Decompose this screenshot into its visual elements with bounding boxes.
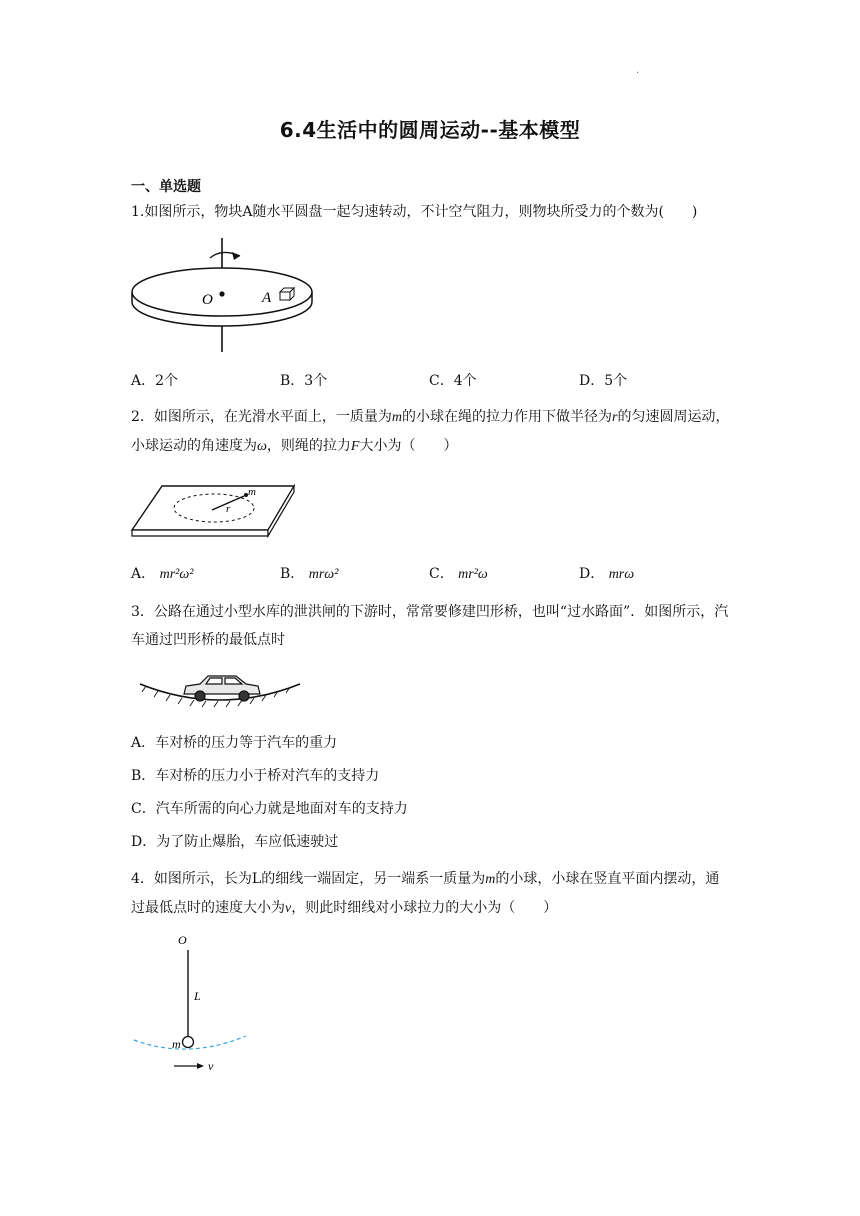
label-m: m	[172, 1037, 181, 1051]
option-c[interactable]: C．汽车所需的向心力就是地面对车的支持力	[131, 801, 408, 817]
option-a[interactable]: A． mr²ω²	[131, 566, 194, 582]
label-l: L	[194, 989, 201, 1003]
label-r: r	[226, 503, 231, 515]
plane-edge	[132, 530, 268, 536]
question-3-text: 3．公路在通过小型水库的泄洪闸的下游时，常常要修建凹形桥，也叫“过水路面”．如图所示，汽车通过凹形桥的最低点时	[131, 604, 729, 648]
option-d[interactable]: D．为了防止爆胎，车应低速驶过	[131, 834, 339, 850]
rotation-arrowhead	[232, 252, 240, 260]
question-1-figure	[128, 236, 318, 354]
center-point	[219, 291, 224, 296]
question-4-text: 4．如图所示，长为L的细线一端固定，另一端系一质量为m的小球，小球在竖直平面内摆动，通过最低点时的速度大小为v，则此时细线对小球拉力的大小为（ ）	[131, 871, 720, 916]
label-v: v	[208, 1059, 214, 1073]
plane-top	[132, 486, 294, 530]
question-2-figure	[130, 480, 296, 544]
question-2-options	[131, 563, 731, 585]
header-mark: ·	[636, 68, 640, 79]
block-a	[280, 288, 294, 300]
car	[184, 676, 260, 701]
option-d[interactable]: D．5个	[579, 373, 628, 389]
option-b[interactable]: B．3个	[280, 373, 328, 389]
option-c[interactable]: C． mr²ω	[429, 566, 488, 582]
option-b[interactable]: B．车对桥的压力小于桥对汽车的支持力	[131, 768, 380, 784]
label-a: A	[262, 290, 272, 306]
question-2-text: 2．如图所示，在光滑水平面上，一质量为m的小球在绳的拉力作用下做半径为r的匀速圆周运动，小球运动的角速度为ω，则绳的拉力F大小为（ ）	[131, 409, 730, 454]
option-a[interactable]: A．车对桥的压力等于汽车的重力	[131, 735, 338, 751]
ball	[183, 1037, 194, 1048]
option-c[interactable]: C．4个	[429, 373, 477, 389]
option-d[interactable]: D． mrω	[579, 566, 635, 582]
label-o: O	[202, 292, 213, 308]
question-3-figure	[136, 668, 304, 712]
label-o: O	[178, 933, 187, 947]
velocity-arrowhead	[197, 1063, 204, 1069]
page-title: 6.4生活中的圆周运动--基本模型	[279, 118, 581, 142]
section-heading: 一、单选题	[131, 179, 201, 195]
question-1-text: 1.如图所示，物块A随水平圆盘一起匀速转动，不计空气阻力，则物块所受力的个数为( )	[131, 204, 698, 220]
option-a[interactable]: A．2个	[131, 373, 179, 389]
question-1-options	[131, 370, 731, 392]
label-m: m	[248, 486, 256, 498]
option-b[interactable]: B． mrω²	[280, 566, 339, 582]
question-4-figure	[130, 930, 254, 1080]
